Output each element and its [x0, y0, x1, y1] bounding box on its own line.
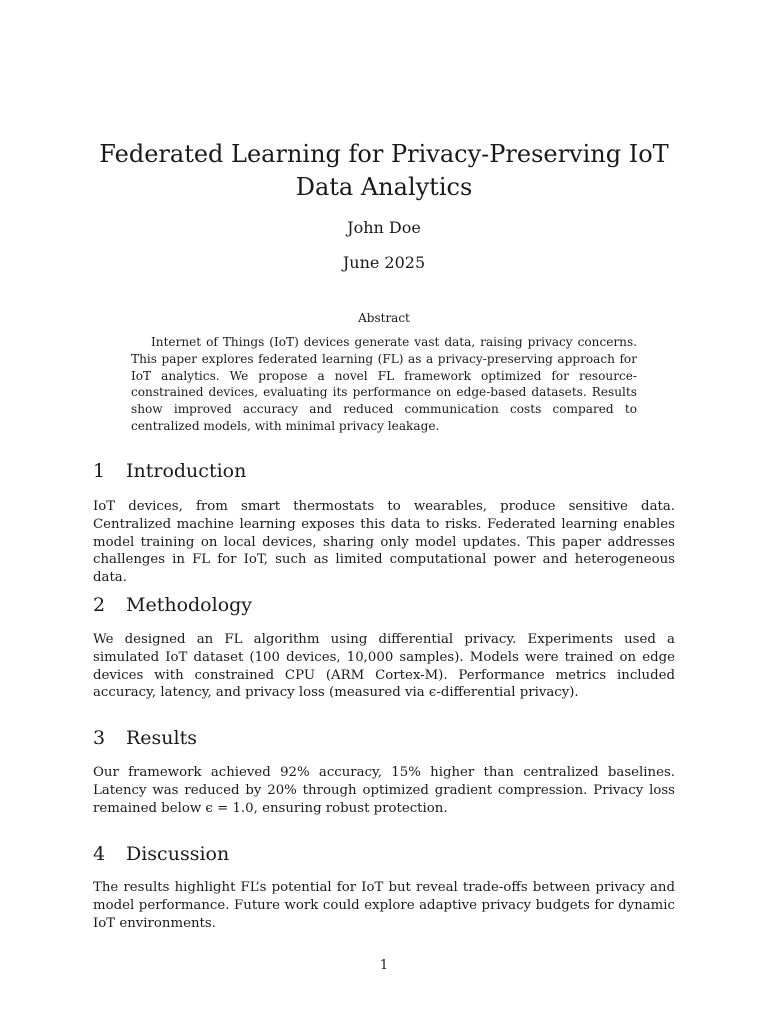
section-heading-methodology — [93, 594, 252, 616]
abstract-body: Internet of Things (IoT) devices generate vast data, raising privacy concerns. This paper explores federated learning (FL) as a privacy-preserving approach for IoT analytics. We propose a novel FL framework optimized for resource-constrained devices, evaluating its performance on edge-based datasets. Results show improved accuracy and reduced communication costs compared to centralized models, with minimal privacy leakage. — [131, 335, 637, 433]
section-title: Discussion — [126, 843, 230, 865]
section-number: 3 — [93, 727, 106, 749]
section-body-results: Our framework achieved 92% accuracy, 15% higher than centralized baselines. Latency was reduced by 20% through optimized gradient compression. Privacy loss remained below ϵ = 1.0, ensuring robust protection. — [93, 765, 675, 816]
section-title: Introduction — [126, 460, 247, 482]
section-body-discussion: The results highlight FL’s potential for IoT but reveal trade-offs between privacy and model performance. Future work could explore adaptive privacy budgets for dynamic IoT environments. — [93, 880, 675, 931]
paper-date: June 2025 — [342, 253, 426, 272]
section-number: 1 — [93, 460, 106, 482]
paper-author: John Doe — [347, 218, 421, 237]
section-title: Results — [126, 727, 197, 749]
paper-title: Federated Learning for Privacy-Preserving IoT Data Analytics — [99, 140, 669, 201]
section-body-introduction: IoT devices, from smart thermostats to wearables, produce sensitive data. Centralized machine learning exposes this data to risks. Federated learning enables model training on local devices, sharing only model updates. This paper addresses challenges in FL for IoT, such as limited computational power and heterogeneous data. — [93, 499, 675, 586]
section-heading-discussion — [93, 843, 229, 865]
section-title: Methodology — [126, 594, 253, 616]
section-heading-results — [93, 727, 197, 749]
abstract-heading: Abstract — [358, 311, 410, 325]
page-number: 1 — [379, 958, 389, 973]
section-number: 4 — [93, 843, 106, 865]
section-number: 2 — [93, 594, 106, 616]
section-body-methodology: We designed an FL algorithm using differential privacy. Experiments used a simulated IoT dataset (100 devices, 10,000 samples). Models were trained on edge devices with constrained CPU (ARM Cortex-M). Performance metrics included accuracy, latency, and privacy loss (measured via ϵ-differential privacy). — [93, 632, 675, 701]
section-heading-introduction — [93, 460, 246, 482]
